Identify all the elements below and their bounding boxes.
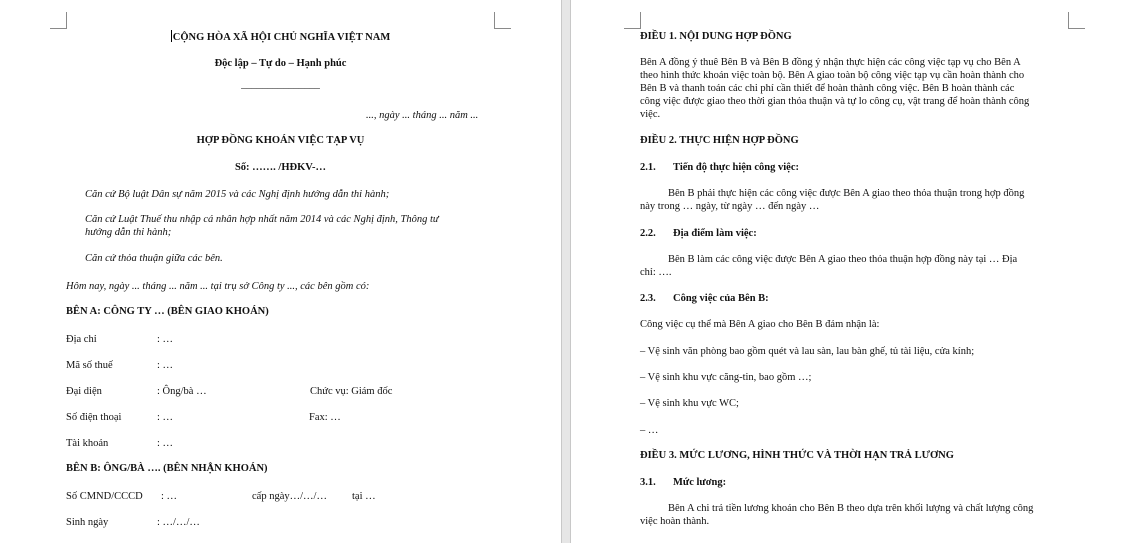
task-list-item: – Vệ sinh khu vực WC; [640,398,739,409]
article-1-line: Bên A đồng ý thuê Bên B và Bên B đồng ý nhận thực hiện các công việc tạp vụ cho Bên A [640,57,1021,68]
section-2-2-number: 2.2. [640,228,656,239]
issue-place: tại … [352,491,376,502]
document-page-right[interactable] [571,0,1136,543]
representative-value: : Ông/bà … [157,386,207,397]
section-3-1-number: 3.1. [640,477,656,488]
motto: Độc lập – Tự do – Hạnh phúc [214,58,347,69]
page-corner-marker [494,12,511,29]
legal-basis-2: Căn cứ Luật Thuế thu nhập cá nhân hợp nhất năm 2014 và các Nghị định, Thông tư [85,214,439,225]
tax-code-label: Mã số thuế [66,360,113,371]
section-3-1-line: việc hoàn thành. [640,516,710,527]
party-b-heading: BÊN B: ÔNG/BÀ …. (BÊN NHẬN KHOÁN) [66,463,268,474]
section-2-1-title: Tiến độ thực hiện công việc: [673,162,799,173]
address-value: : … [157,334,174,345]
section-2-1-line: Bên B phải thực hiện các công việc được Bên A giao theo thỏa thuận trong hợp đồng [668,188,1025,199]
article-1-line: theo hình thức khoán việc toàn bộ. Bên A giao toàn bộ công việc tạp vụ cần hoàn thành cho [640,70,1025,81]
section-2-3-number: 2.3. [640,293,656,304]
contract-title: HỢP ĐỒNG KHOÁN VIỆC TẠP VỤ [196,135,365,146]
fax-label: Fax: … [309,412,341,423]
position-label: Chức vụ: Giám đốc [310,386,393,397]
section-3-1-title: Mức lương: [673,477,727,488]
issue-date: cấp ngày…/…/… [252,491,327,502]
article-1-heading: ĐIỀU 1. NỘI DUNG HỢP ĐỒNG [640,31,792,42]
national-title: CỘNG HÒA XÃ HỘI CHỦ NGHĨA VIỆT NAM [172,32,391,43]
today-line: Hôm nay, ngày ... tháng ... năm ... tại trụ sở Công ty ..., các bên gồm có: [66,281,370,292]
id-number-label: Số CMND/CCCD [66,491,143,502]
task-list-item: – … [640,425,659,436]
article-2-heading: ĐIỀU 2. THỰC HIỆN HỢP ĐỒNG [640,135,799,146]
section-3-1-line: Bên A chi trả tiền lương khoán cho Bên B theo dựa trên khối lượng và chất lượng công [668,503,1034,514]
task-list-item: – Vệ sinh văn phòng bao gồm quét và lau sàn, lau bàn ghế, tủ tài liệu, cửa kính; [640,346,975,357]
section-2-2-title: Địa điểm làm việc: [673,228,757,239]
section-2-2-line: Bên B làm các công việc được Bên A giao theo thỏa thuận hợp đồng này tại … Địa [668,254,1018,265]
tax-code-value: : … [157,360,174,371]
phone-label: Số điện thoại [66,412,122,423]
title-rule: _______________ [241,79,320,90]
place-date: ..., ngày ... tháng ... năm ... [366,110,479,121]
legal-basis-2-cont: hướng dẫn thi hành; [85,227,172,238]
account-value: : … [157,438,174,449]
dob-label: Sinh ngày [66,517,109,528]
page-corner-marker [50,12,67,29]
section-2-3-intro: Công việc cụ thể mà Bên A giao cho Bên B đảm nhận là: [640,319,880,330]
article-3-heading: ĐIỀU 3. MỨC LƯƠNG, HÌNH THỨC VÀ THỜI HẠN TRẢ LƯƠNG [640,450,954,461]
task-list-item: – Vệ sinh khu vực căng-tin, bao gồm …; [640,372,812,383]
text-cursor [171,30,172,42]
document-page-left[interactable] [0,0,561,543]
page-gutter [561,0,571,543]
page-corner-marker [624,12,641,29]
id-number-value: : … [161,491,178,502]
article-1-line: công việc được giao theo thời gian thỏa thuận và tự lo công cụ, vật trang để hoàn thành công [640,96,1030,107]
contract-number: Số: ……. /HĐKV-… [234,162,327,173]
legal-basis-1: Căn cứ Bộ luật Dân sự năm 2015 và các Nghị định hướng dẫn thi hành; [85,189,390,200]
article-1-line: Bên B và thanh toán các chi phí cần thiết để hoàn thành công việc. Bên B hoàn thành các [640,83,1015,94]
section-2-2-line: chỉ: …. [640,267,672,278]
address-label: Địa chỉ [66,334,97,345]
section-2-1-number: 2.1. [640,162,656,173]
page-corner-marker [1068,12,1085,29]
section-2-1-line: này trong … ngày, từ ngày … đến ngày … [640,201,820,212]
party-a-heading: BÊN A: CÔNG TY … (BÊN GIAO KHOÁN) [66,306,269,317]
article-1-line: việc. [640,109,661,120]
dob-value: : …/…/… [157,517,200,528]
representative-label: Đại diện [66,386,102,397]
legal-basis-3: Căn cứ thỏa thuận giữa các bên. [85,253,223,264]
account-label: Tài khoản [66,438,109,449]
phone-value: : … [157,412,174,423]
section-2-3-title: Công việc của Bên B: [673,293,769,304]
